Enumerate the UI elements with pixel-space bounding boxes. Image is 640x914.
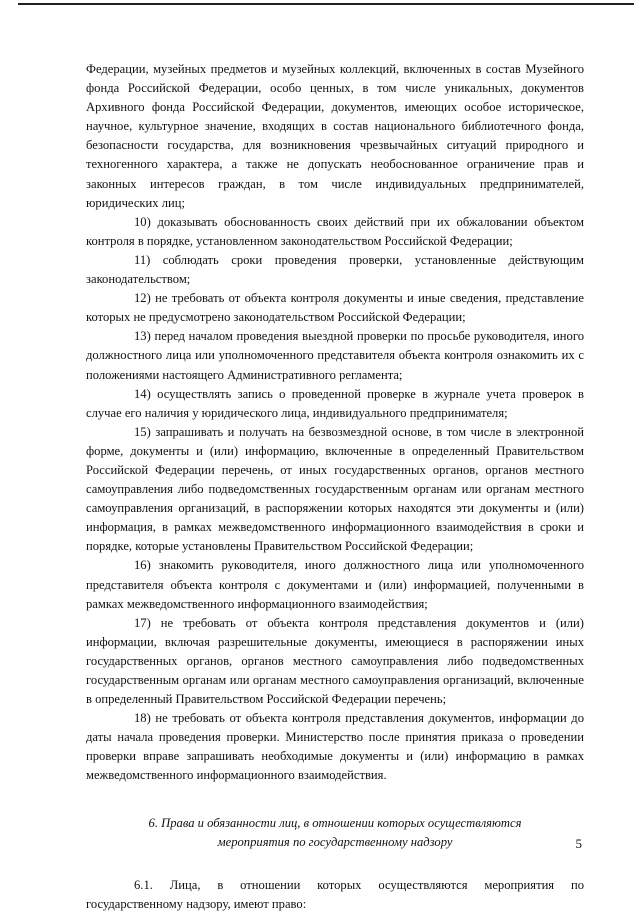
paragraph-item-15: 15) запрашивать и получать на безвозмездной основе, в том числе в электронной форме, документы и (или) информацию, включенные в определенный Правительством Российской Федерации перечень, от иных государственных органов, органов местного самоуправления либо подведомственных государственным органам или органам местного самоуправления организаций, в распоряжении которых находятся эти документы и (или) информация, в рамках межведомственного информационного взаимодействия в сроки и порядке, которые установлены Правительством Российской Федерации; [86,424,584,554]
clause-6-1: 6.1. Лица, в отношении которых осуществляются мероприятия по государственному надзору, имеют право: [86,877,584,911]
section-heading-line-1: 6. Права и обязанности лиц, в отношении которых осуществляются [148,815,522,830]
section-heading-line-2: мероприятия по государственному надзору [217,834,453,849]
spacer [86,852,584,876]
paragraph-item-13: 13) перед началом проведения выездной проверки по просьбе руководителя, иного должностного лица или уполномоченного представителя объекта контроля ознакомить их с положениями настоящего Административного регламента; [86,329,584,382]
paragraph-continuation: Федерации, музейных предметов и музейных коллекций, включенных в состав Музейного фонда Российской Федерации, особо ценных, в том числе уникальных, документов Архивного фонда Российской Федерации, документов, имеющих особое историческое, научное, культурное значение, входящих в состав национального библиотечного фонда, безопасности государства, для возникновения чрезвычайных ситуаций природного и техногенного характера, а также не допускать необоснованное ограничение прав и законных интересов граждан, в том числе индивидуальных предпринимателей, юридических лиц; [86,62,584,210]
page-number: 5 [575,836,582,851]
paragraph-item-16: 16) знакомить руководителя, иного должностного лица или уполномоченного представителя объекта контроля с документами и (или) информацией, полученными в рамках межведомственного информационного взаимодействия; [86,558,584,611]
paragraph-item-10: 10) доказывать обоснованность своих действий при их обжаловании объектом контроля в порядке, установленном законодательством Российской Федерации; [86,214,584,248]
scan-top-edge [18,3,634,5]
section-heading [86,814,584,852]
paragraph-item-18: 18) не требовать от объекта контроля представления документов, информации до даты начала проведения проверки. Министерство после принятия приказа о проведении проверки вправе запрашивать необходимые документы и (или) информацию в рамках межведомственного информационного взаимодействия. [86,711,584,783]
paragraph-item-14: 14) осуществлять запись о проведенной проверке в журнале учета проверок в случае его наличия у юридического лица, индивидуального предпринимателя; [86,386,584,420]
paragraph-item-11: 11) соблюдать сроки проведения проверки, установленные действующим законодательством; [86,252,584,287]
paragraph-item-17: 17) не требовать от объекта контроля представления документов и (или) информации, включая разрешительные документы, имеющиеся в распоряжении иных государственных органов, органов местного самоуправления либо подведомственных государственным органам или органам местного самоуправления организаций, включенные в определенный Правительством Российской Федерации перечень; [86,615,584,707]
paragraph-item-12: 12) не требовать от объекта контроля документы и иные сведения, представление которых не предусмотрено законодательством Российской Федерации; [86,291,584,325]
document-body [86,60,584,914]
